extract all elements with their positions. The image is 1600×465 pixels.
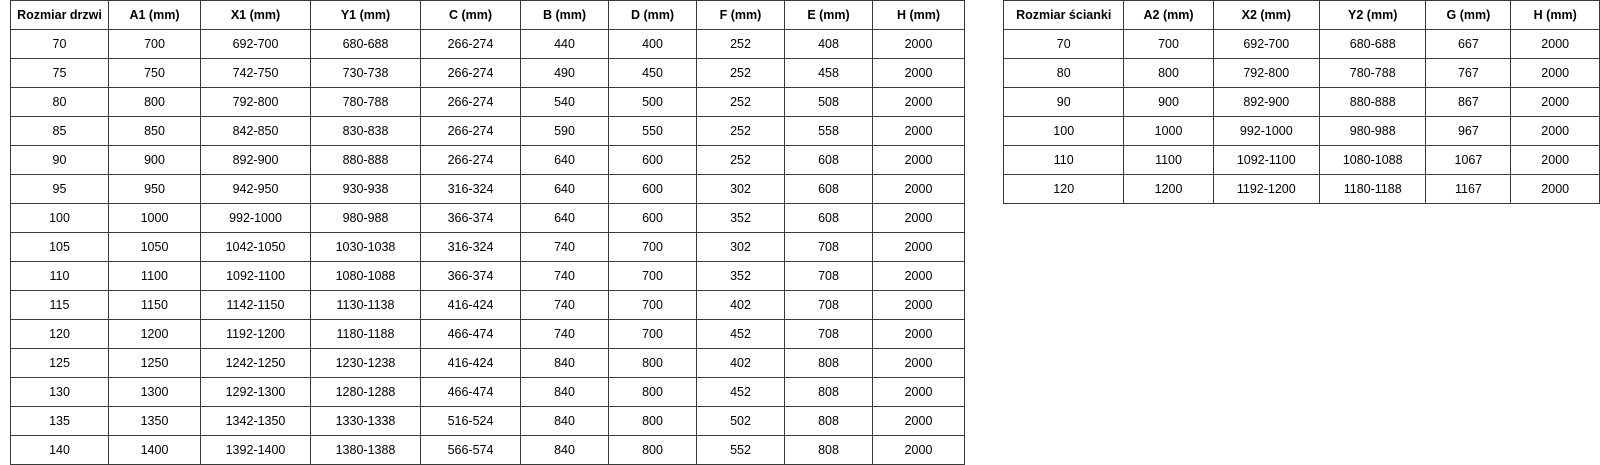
table-cell: 700 [1124,30,1213,59]
table-cell: 2000 [873,59,965,88]
table-cell: 440 [521,30,609,59]
table-cell: 1050 [109,233,201,262]
table-cell: 840 [521,436,609,465]
table-cell: 792-800 [201,88,311,117]
table-cell: 800 [109,88,201,117]
table-cell: 352 [697,262,785,291]
table-cell: 115 [11,291,109,320]
table-cell: 640 [521,204,609,233]
table-cell: 700 [109,30,201,59]
table-row [11,349,965,378]
table-cell: 130 [11,378,109,407]
table-cell: 2000 [1511,30,1600,59]
table-cell: 1400 [109,436,201,465]
table-cell: 1342-1350 [201,407,311,436]
table-cell: 1100 [1124,146,1213,175]
table-cell: 266-274 [421,146,521,175]
table-cell: 120 [1004,175,1124,204]
table-cell: 1180-1188 [1319,175,1425,204]
table-cell: 1030-1038 [311,233,421,262]
table-cell: 708 [785,262,873,291]
table-cell: 590 [521,117,609,146]
table-cell: 2000 [873,291,965,320]
table-cell: 105 [11,233,109,262]
table-cell: 900 [109,146,201,175]
table-cell: 800 [609,407,697,436]
door-size-table-container [10,0,965,465]
table-cell: 85 [11,117,109,146]
table-cell: 1130-1138 [311,291,421,320]
table-cell: 252 [697,59,785,88]
table-cell: 700 [609,291,697,320]
table-cell: 2000 [1511,88,1600,117]
table-cell: 792-800 [1213,59,1319,88]
table-cell: 75 [11,59,109,88]
table-cell: 552 [697,436,785,465]
table-cell: 70 [11,30,109,59]
table-cell: 110 [11,262,109,291]
table-cell: 780-788 [1319,59,1425,88]
table-cell: 708 [785,320,873,349]
table-row [1004,146,1600,175]
table-cell: 1300 [109,378,201,407]
table-cell: 992-1000 [201,204,311,233]
table-cell: 2000 [873,88,965,117]
table-row [11,204,965,233]
table-cell: 90 [11,146,109,175]
table-row [11,59,965,88]
table-cell: 830-838 [311,117,421,146]
table-cell: 408 [785,30,873,59]
table-cell: 1092-1100 [201,262,311,291]
table-cell: 266-274 [421,59,521,88]
door_table-header-cell: B (mm) [521,1,609,30]
table-cell: 466-474 [421,320,521,349]
table-row [11,378,965,407]
table-cell: 500 [609,88,697,117]
table-cell: 992-1000 [1213,117,1319,146]
table-cell: 1392-1400 [201,436,311,465]
table-cell: 980-988 [311,204,421,233]
table-cell: 750 [109,59,201,88]
table-cell: 1080-1088 [311,262,421,291]
table-cell: 880-888 [1319,88,1425,117]
table-cell: 452 [697,378,785,407]
table-cell: 930-938 [311,175,421,204]
wall-size-table-container [1003,0,1600,204]
table-cell: 608 [785,146,873,175]
table-cell: 458 [785,59,873,88]
table-cell: 700 [609,233,697,262]
door-size-table [10,0,965,465]
table-row [11,436,965,465]
table-cell: 600 [609,146,697,175]
table-cell: 1067 [1426,146,1511,175]
table-cell: 1380-1388 [311,436,421,465]
table-cell: 1100 [109,262,201,291]
table-cell: 100 [11,204,109,233]
table-cell: 808 [785,436,873,465]
table-cell: 2000 [873,204,965,233]
table-cell: 516-524 [421,407,521,436]
table-cell: 135 [11,407,109,436]
table-row [1004,30,1600,59]
table-row [11,320,965,349]
table-cell: 840 [521,349,609,378]
table-cell: 402 [697,349,785,378]
table-cell: 402 [697,291,785,320]
table-cell: 692-700 [201,30,311,59]
table-cell: 452 [697,320,785,349]
table-cell: 2000 [873,378,965,407]
table-cell: 252 [697,146,785,175]
door_table-header-cell: Y1 (mm) [311,1,421,30]
table-cell: 2000 [873,349,965,378]
table-cell: 252 [697,117,785,146]
table-cell: 808 [785,349,873,378]
wall_table-header-cell: H (mm) [1511,1,1600,30]
table-cell: 880-888 [311,146,421,175]
door_table-header-cell: C (mm) [421,1,521,30]
table-cell: 800 [609,349,697,378]
table-cell: 2000 [1511,59,1600,88]
table-cell: 110 [1004,146,1124,175]
table-cell: 1230-1238 [311,349,421,378]
table-cell: 1280-1288 [311,378,421,407]
table-row [11,30,965,59]
table-row [11,407,965,436]
table-header-row [11,1,965,30]
table-cell: 366-374 [421,204,521,233]
table-cell: 252 [697,88,785,117]
table-cell: 416-424 [421,349,521,378]
table-cell: 2000 [873,233,965,262]
table-cell: 316-324 [421,233,521,262]
table-cell: 692-700 [1213,30,1319,59]
door_table-header-cell: Rozmiar drzwi [11,1,109,30]
table-cell: 125 [11,349,109,378]
table-cell: 808 [785,407,873,436]
table-cell: 608 [785,204,873,233]
table-cell: 366-374 [421,262,521,291]
table-cell: 800 [609,436,697,465]
table-cell: 1330-1338 [311,407,421,436]
table-cell: 266-274 [421,30,521,59]
table-cell: 800 [1124,59,1213,88]
table-cell: 80 [1004,59,1124,88]
table-cell: 566-574 [421,436,521,465]
table-cell: 1150 [109,291,201,320]
table-cell: 1142-1150 [201,291,311,320]
table-cell: 2000 [873,320,965,349]
table-cell: 100 [1004,117,1124,146]
door_table-header-cell: D (mm) [609,1,697,30]
table-header-row [1004,1,1600,30]
table-body [1004,30,1600,204]
table-cell: 1042-1050 [201,233,311,262]
table-cell: 450 [609,59,697,88]
table-cell: 2000 [1511,117,1600,146]
table-cell: 416-424 [421,291,521,320]
table-cell: 892-900 [1213,88,1319,117]
table-cell: 1000 [109,204,201,233]
table-cell: 967 [1426,117,1511,146]
door_table-header-cell: A1 (mm) [109,1,201,30]
table-cell: 1092-1100 [1213,146,1319,175]
table-cell: 740 [521,262,609,291]
table-cell: 2000 [873,117,965,146]
table-cell: 2000 [873,175,965,204]
table-cell: 1292-1300 [201,378,311,407]
table-cell: 600 [609,175,697,204]
table-cell: 1080-1088 [1319,146,1425,175]
table-cell: 2000 [873,436,965,465]
table-cell: 352 [697,204,785,233]
table-cell: 252 [697,30,785,59]
table-cell: 808 [785,378,873,407]
table-cell: 1200 [1124,175,1213,204]
table-cell: 80 [11,88,109,117]
table-cell: 730-738 [311,59,421,88]
table-cell: 900 [1124,88,1213,117]
table-cell: 2000 [873,407,965,436]
table-cell: 942-950 [201,175,311,204]
table-cell: 466-474 [421,378,521,407]
table-cell: 1180-1188 [311,320,421,349]
table-cell: 980-988 [1319,117,1425,146]
table-cell: 740 [521,320,609,349]
table-cell: 140 [11,436,109,465]
table-row [11,146,965,175]
table-cell: 90 [1004,88,1124,117]
table-cell: 302 [697,175,785,204]
door_table-header-cell: E (mm) [785,1,873,30]
table-cell: 740 [521,291,609,320]
table-body [11,30,965,465]
table-row [1004,175,1600,204]
table-cell: 266-274 [421,117,521,146]
table-cell: 2000 [873,146,965,175]
table-cell: 1242-1250 [201,349,311,378]
wall-size-table [1003,0,1600,204]
table-cell: 867 [1426,88,1511,117]
table-cell: 892-900 [201,146,311,175]
table-cell: 842-850 [201,117,311,146]
table-cell: 667 [1426,30,1511,59]
table-cell: 600 [609,204,697,233]
table-cell: 708 [785,233,873,262]
table-row [1004,88,1600,117]
door_table-header-cell: X1 (mm) [201,1,311,30]
wall_table-header-cell: G (mm) [1426,1,1511,30]
table-cell: 640 [521,175,609,204]
table-cell: 700 [609,320,697,349]
table-cell: 1350 [109,407,201,436]
table-cell: 700 [609,262,697,291]
table-cell: 680-688 [311,30,421,59]
table-cell: 540 [521,88,609,117]
table-cell: 316-324 [421,175,521,204]
table-cell: 1192-1200 [201,320,311,349]
table-cell: 950 [109,175,201,204]
table-cell: 502 [697,407,785,436]
table-row [1004,59,1600,88]
table-cell: 2000 [1511,175,1600,204]
table-cell: 508 [785,88,873,117]
table-cell: 2000 [873,262,965,291]
table-cell: 742-750 [201,59,311,88]
table-cell: 550 [609,117,697,146]
wall_table-header-cell: Rozmiar ścianki [1004,1,1124,30]
table-cell: 608 [785,175,873,204]
table-cell: 302 [697,233,785,262]
table-cell: 490 [521,59,609,88]
table-cell: 850 [109,117,201,146]
table-row [11,88,965,117]
table-row [11,233,965,262]
table-row [11,262,965,291]
table-cell: 1167 [1426,175,1511,204]
table-cell: 840 [521,407,609,436]
table-cell: 1250 [109,349,201,378]
table-row [11,117,965,146]
table-cell: 780-788 [311,88,421,117]
table-row [11,291,965,320]
table-cell: 2000 [1511,146,1600,175]
wall_table-header-cell: X2 (mm) [1213,1,1319,30]
table-cell: 1000 [1124,117,1213,146]
table-cell: 558 [785,117,873,146]
table-cell: 120 [11,320,109,349]
table-cell: 266-274 [421,88,521,117]
table-cell: 708 [785,291,873,320]
table-cell: 740 [521,233,609,262]
table-cell: 95 [11,175,109,204]
wall_table-header-cell: A2 (mm) [1124,1,1213,30]
door_table-header-cell: F (mm) [697,1,785,30]
table-cell: 640 [521,146,609,175]
wall_table-header-cell: Y2 (mm) [1319,1,1425,30]
table-cell: 1200 [109,320,201,349]
table-cell: 2000 [873,30,965,59]
table-cell: 400 [609,30,697,59]
table-cell: 767 [1426,59,1511,88]
door_table-header-cell: H (mm) [873,1,965,30]
table-cell: 680-688 [1319,30,1425,59]
table-row [1004,117,1600,146]
table-cell: 800 [609,378,697,407]
table-cell: 1192-1200 [1213,175,1319,204]
table-cell: 70 [1004,30,1124,59]
table-cell: 840 [521,378,609,407]
table-row [11,175,965,204]
